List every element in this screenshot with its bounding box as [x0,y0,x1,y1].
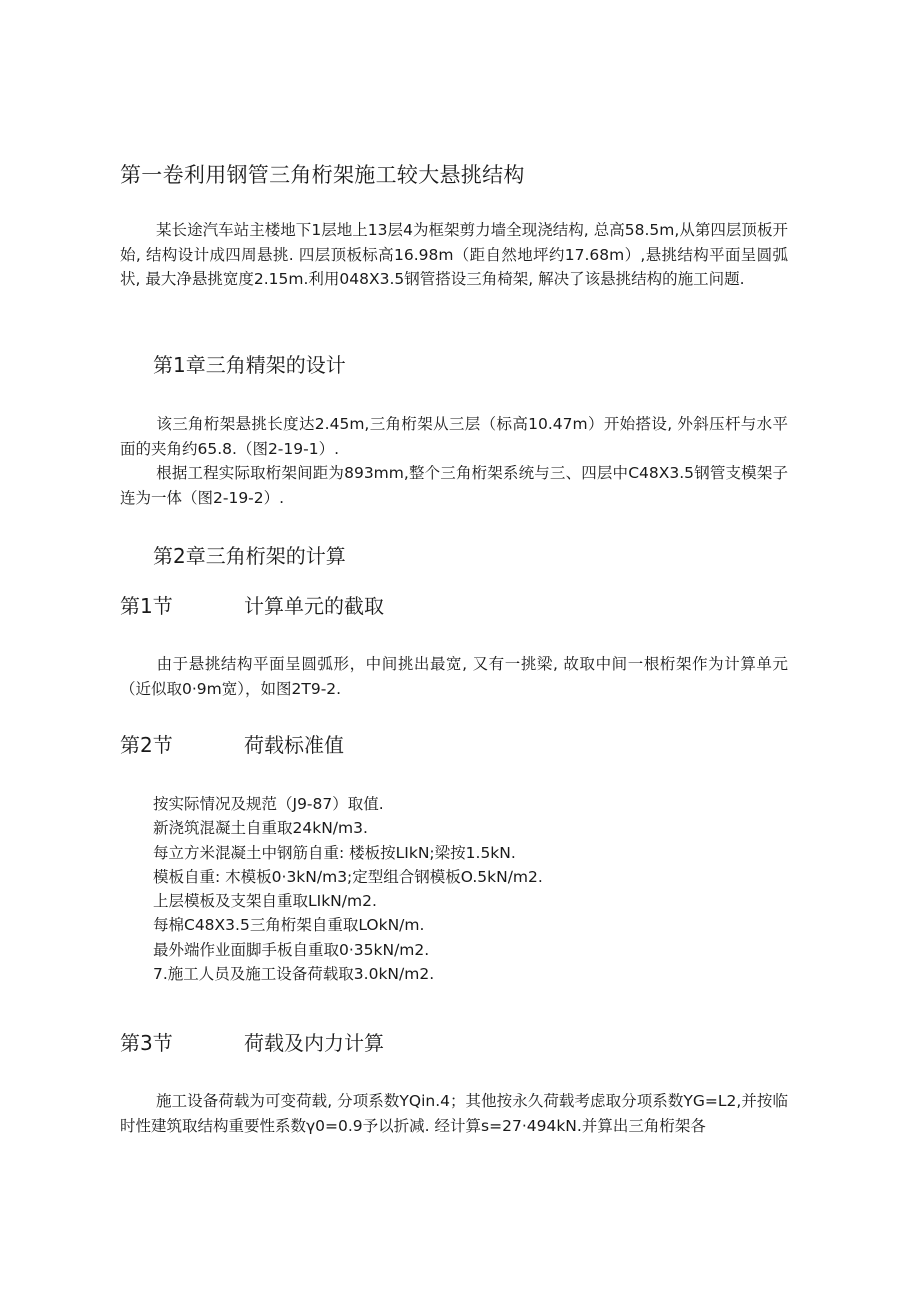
list-item: 模板自重: 木模板0·3kN∕m3;定型组合钢模板O.5kN∕m2. [153,867,543,886]
list-item: 每立方米混凝土中钢筋自重: 楼板按LIkN;梁按1.5kN. [153,843,516,862]
section-3-heading [120,1030,384,1056]
chapter-2-heading: 第2章三角桁架的计算 [153,544,346,568]
intro-paragraph [120,218,788,292]
section-2-heading [120,732,344,758]
chapter-1-paragraph-1: 该三角桁架悬挑长度达2.45m,三角桁架从三层（标高10.47m）开始搭设, 外斜压杆与水平面的夹角约65.8.（图2-19-1）. [120,415,788,458]
section-3-paragraph: 施工设备荷载为可变荷载, 分项系数YQin.4；其他按永久荷载考虑取分项系数YG=L2,并按临时性建筑取结构重要性系数γ0=0.9予以折减. 经计算s=27·494kN.并算出三角桁架各 [120,1092,788,1135]
list-item: 每棉C48X3.5三角桁架自重取LOkN/m. [153,916,425,935]
section-1-title: 计算单元的截取 [244,594,384,618]
chapter-1-paragraph-2: 根据工程实际取桁架间距为893mm,整个三角桁架系统与三、四层中C48X3.5钢管支模架子连为一体（图2-19-2）. [120,464,788,507]
intro-text: 某长途汽车站主楼地下1层地上13层4为框架剪力墙全现浇结构, 总高58.5m,从第四层顶板开始, 结构设计成四周悬挑. 四层顶板标高16.98m（距自然地坪约17.68m）,悬挑结构平面呈圆弧状, 最大净悬挑宽度2.15m.利用048X3.5钢管搭设三角椅架, 解决了该悬挑结构的施工问题. [120,221,788,288]
section-1-paragraph: 由于悬挑结构平面呈圆弧形，中间挑出最宽, 又有一挑梁, 故取中间一根桁架作为计算单元（近似取0·9m宽），如图2T9-2. [120,655,788,698]
section-3-body [120,1089,788,1138]
section-3-number: 第3节 [120,1031,173,1055]
list-item: 新浇筑混凝土自重取24kN∕m3. [153,819,368,838]
chapter-1-body [120,412,788,510]
list-item: 最外端作业面脚手板自重取0·35kN∕m2. [153,940,430,959]
chapter-1-heading: 第1章三角精架的设计 [153,353,346,377]
load-standard-list [153,792,543,986]
section-2-title: 荷载标准值 [244,733,344,757]
section-1-heading [120,593,384,619]
section-1-number: 第1节 [120,594,173,618]
section-1-body [120,652,788,701]
list-item: 7.施工人员及施工设备荷载取3.0kN∕m2. [153,965,435,984]
section-2-number: 第2节 [120,733,173,757]
volume-title: 第一卷利用钢管三角桁架施工较大悬挑结构 [120,163,525,187]
section-3-title: 荷载及内力计算 [244,1031,384,1055]
list-item: 按实际情况及规范（J9-87）取值. [153,795,384,813]
list-item: 上层模板及支架自重取LIkN/m2. [153,892,377,911]
